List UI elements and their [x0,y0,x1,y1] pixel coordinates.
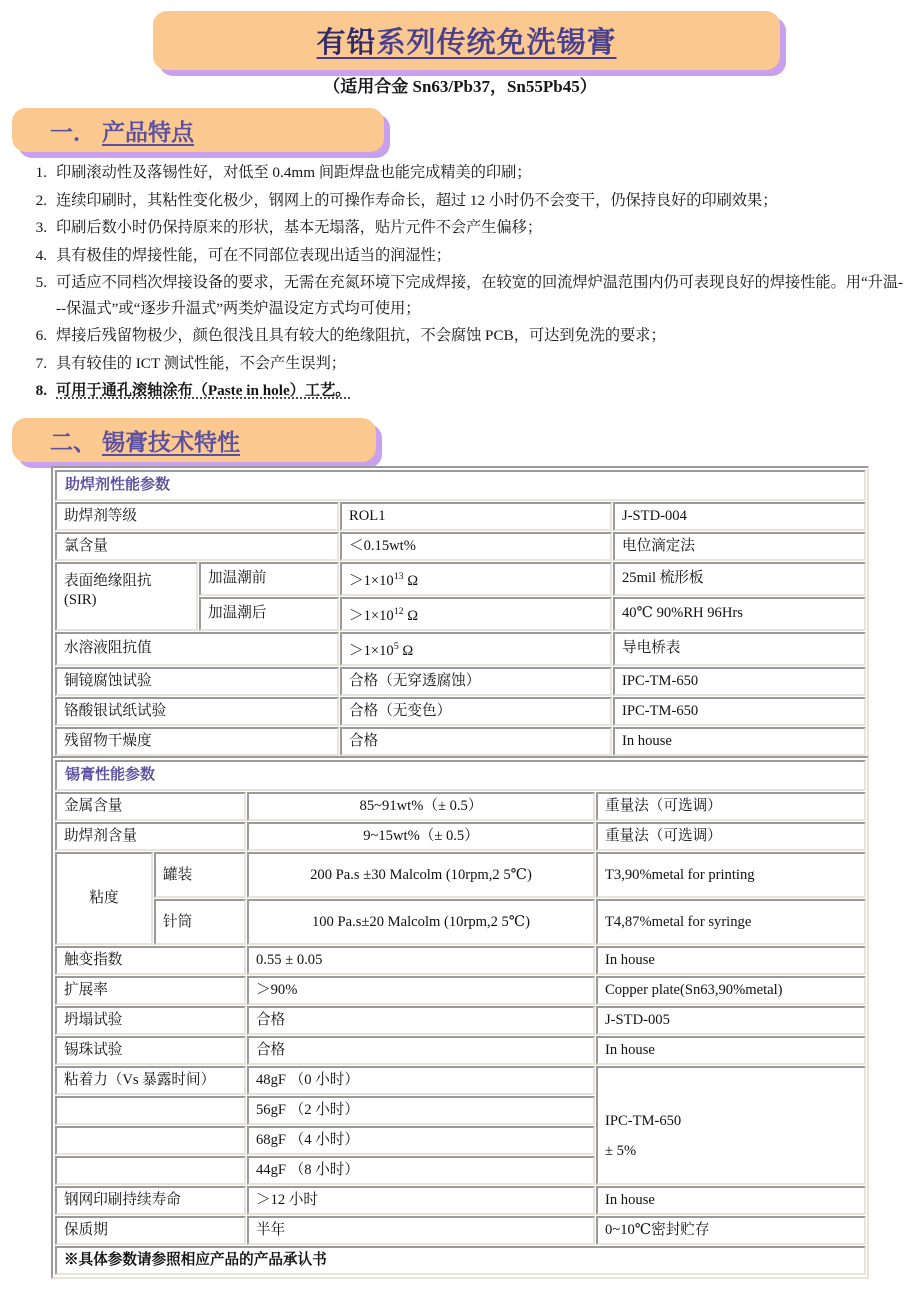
cell-sub-parameter: 罐装 [154,852,246,898]
cell-sub-parameter: 加温潮前 [199,562,339,596]
paste-spec-table-wrapper [51,756,869,1279]
table-row [55,502,866,531]
sir-value-2-unit: Ω [407,607,419,624]
flux-spec-table [54,469,867,757]
cell-parameter-value: 56gF （2 小时） [247,1096,595,1125]
water-value-base: ＞1×10 [349,642,394,659]
cell-parameter-name [55,1156,246,1185]
water-value-unit: Ω [402,642,414,659]
list-item [26,243,906,269]
list-item-text: 具有较佳的 ICT 测试性能，不会产生误判； [56,354,346,372]
cell-test-method: T3,90%metal for printing [596,852,866,898]
list-item-index: 8. [35,382,47,399]
list-item [26,378,906,404]
cell-parameter-name: 扩展率 [55,976,246,1005]
paste-spec-table [54,759,867,1276]
cell-test-method: In house [596,946,866,975]
table-row [55,562,866,596]
sir-value-1-unit: Ω [407,572,419,589]
cell-parameter-value: 44gF （8 小时） [247,1156,595,1185]
cell-parameter-value: 半年 [247,1216,595,1245]
list-item-index: 2. [35,191,47,209]
list-item-text: 印刷滚动性及落锡性好，对低至 0.4mm 间距焊盘也能完成精美的印刷； [56,164,532,181]
table-row [55,899,866,945]
subtitle: （适用合金 Sn63/Pb37，Sn55Pb45） [323,77,597,96]
paste-table-footnote: ※具体参数请参照相应产品的产品承认书 [55,1246,866,1275]
cell-parameter-name: 助焊剂含量 [55,822,246,851]
list-item [26,160,906,186]
cell-parameter-name: 铜镜腐蚀试验 [55,667,339,696]
cell-parameter-value [340,632,612,666]
table-row [55,760,866,791]
list-item-index: 6. [35,327,47,344]
cell-parameter-value: 合格 [340,727,612,756]
cell-parameter-name: 钢网印刷持续寿命 [55,1186,246,1215]
table-row [55,697,866,726]
table-row [55,822,866,851]
section-2-label: 锡膏技术特性 [102,429,240,455]
list-item [26,323,906,349]
section-1-title [12,114,194,147]
cell-parameter-value [340,562,612,596]
list-item-text: 焊接后残留物极少，颜色很浅且具有较大的绝缘阻抗，不会腐蚀 PCB，可达到免洗的要求； [56,327,666,344]
cell-test-method: 电位滴定法 [613,532,866,561]
cell-parameter-value: ROL1 [340,502,612,531]
cell-parameter-name: 金属含量 [55,792,246,821]
cell-parameter-value: 0.55 ± 0.05 [247,946,595,975]
cell-test-method: IPC-TM-650 [613,667,866,696]
cell-parameter-value: 48gF （0 小时） [247,1066,595,1095]
tack-method-line-2: ± 5% [605,1143,637,1159]
cell-parameter-name: 坍塌试验 [55,1006,246,1035]
table-row [55,792,866,821]
table-row [55,976,866,1005]
cell-parameter-value: 合格（无穿透腐蚀） [340,667,612,696]
tack-method-line-1: IPC-TM-650 [605,1113,682,1129]
sir-value-1-base: ＞1×10 [349,572,394,589]
flux-table-header: 助焊剂性能参数 [55,470,866,501]
list-item-index: 7. [35,354,47,372]
section-1-label: 产品特点 [102,119,194,145]
list-item-text: 连续印刷时，其粘性变化极少，钢网上的可操作寿命长，超过 12 小时仍不会变干，仍保持良好的印刷效果； [56,191,778,209]
cell-parameter-name: 粘着力（Vs 暴露时间） [55,1066,246,1095]
title-rest: 系列传统免洗锡膏 [376,27,617,59]
title-lead: 有铅 [316,27,377,59]
cell-parameter-name: 水溶液阻抗值 [55,632,339,666]
table-row [55,632,866,666]
table-row [55,1006,866,1035]
table-row [55,727,866,756]
list-item-index: 1. [35,164,47,181]
table-row [55,470,866,501]
cell-parameter-value: ＞90% [247,976,595,1005]
water-value-exponent: 5 [393,640,399,652]
list-item-index: 4. [35,246,47,264]
cell-parameter-value: 85~91wt%（± 0.5） [247,792,595,821]
cell-test-method: IPC-TM-650 [613,697,866,726]
flux-spec-table-wrapper [51,466,869,760]
cell-parameter-value: ＞12 小时 [247,1186,595,1215]
list-item-text: 可适应不同档次焊接设备的要求，无需在充氮环境下完成焊接，在较宽的回流焊炉温范围内仍可表现良好的焊接性能。用“升温---保温式”或“逐步升温式”两类炉温设定方式均可使用； [56,274,904,317]
cell-parameter-name-viscosity: 粘度 [55,852,153,945]
table-row [55,946,866,975]
section-2-title [12,424,240,457]
cell-sub-parameter: 加温潮后 [199,597,339,631]
cell-test-method-tack [596,1066,866,1185]
cell-parameter-value [340,597,612,631]
sir-line-1: 表面绝缘阻抗 [64,573,152,589]
list-item-index: 5. [35,274,47,291]
cell-parameter-value: 200 Pa.s ±30 Malcolm (10rpm,2 5℃) [247,852,595,898]
cell-test-method: 40℃ 90%RH 96Hrs [613,597,866,631]
cell-parameter-name: 残留物干燥度 [55,727,339,756]
cell-parameter-name [55,1096,246,1125]
list-item-text: 具有极佳的焊接性能，可在不同部位表现出适当的润湿性； [56,246,451,264]
cell-parameter-value: 合格 [247,1036,595,1065]
cell-parameter-value: 68gF （4 小时） [247,1126,595,1155]
cell-parameter-value: 合格（无变色） [340,697,612,726]
title-banner [153,11,780,70]
table-row [55,532,866,561]
list-item [26,351,906,377]
cell-test-method: T4,87%metal for syringe [596,899,866,945]
cell-parameter-value: 100 Pa.s±20 Malcolm (10rpm,2 5℃) [247,899,595,945]
cell-parameter-name: 保质期 [55,1216,246,1245]
cell-parameter-name-sir [55,562,198,631]
cell-test-method: In house [596,1036,866,1065]
product-features-list [26,160,906,406]
sir-line-2: (SIR) [64,592,97,608]
cell-parameter-name: 触变指数 [55,946,246,975]
cell-test-method: 0~10℃密封贮存 [596,1216,866,1245]
cell-test-method: J-STD-004 [613,502,866,531]
cell-test-method: In house [596,1186,866,1215]
list-item-text: 可用于通孔滚轴涂布（Paste in hole）工艺。 [56,382,351,399]
section-banner-product-features [12,108,384,152]
cell-parameter-name: 锡珠试验 [55,1036,246,1065]
table-row [55,667,866,696]
paste-table-header: 锡膏性能参数 [55,760,866,791]
cell-test-method: 导电桥表 [613,632,866,666]
cell-test-method: J-STD-005 [596,1006,866,1035]
sir-value-2-base: ＞1×10 [349,607,394,624]
section-banner-paste-specs [12,418,376,462]
table-row [55,1186,866,1215]
cell-parameter-name [55,1126,246,1155]
cell-parameter-name: 助焊剂等级 [55,502,339,531]
list-item-text: 印刷后数小时仍保持原来的形状，基本无塌落，贴片元件不会产生偏移； [56,219,542,236]
cell-parameter-name: 铬酸银试纸试验 [55,697,339,726]
sir-value-2-exponent: 12 [393,605,404,617]
cell-parameter-value: 合格 [247,1006,595,1035]
section-2-number: 二、 [50,429,96,455]
table-row [55,1036,866,1065]
table-row [55,1066,866,1095]
section-1-number: 一． [50,119,96,145]
list-item-index: 3. [35,219,47,236]
cell-test-method: 25mil 梳形板 [613,562,866,596]
list-item [26,270,906,321]
table-row [55,1216,866,1245]
sir-value-1-exponent: 13 [393,571,404,582]
cell-parameter-name: 氯含量 [55,532,339,561]
list-item [26,188,906,214]
cell-parameter-value: 9~15wt%（± 0.5） [247,822,595,851]
table-row [55,1246,866,1275]
cell-test-method: 重量法（可选调） [596,792,866,821]
page-title [316,20,616,61]
cell-sub-parameter: 针筒 [154,899,246,945]
table-row [55,852,866,898]
cell-test-method: In house [613,727,866,756]
cell-parameter-value: ＜0.15wt% [340,532,612,561]
list-item [26,215,906,241]
cell-test-method: Copper plate(Sn63,90%metal) [596,976,866,1005]
cell-test-method: 重量法（可选调） [596,822,866,851]
